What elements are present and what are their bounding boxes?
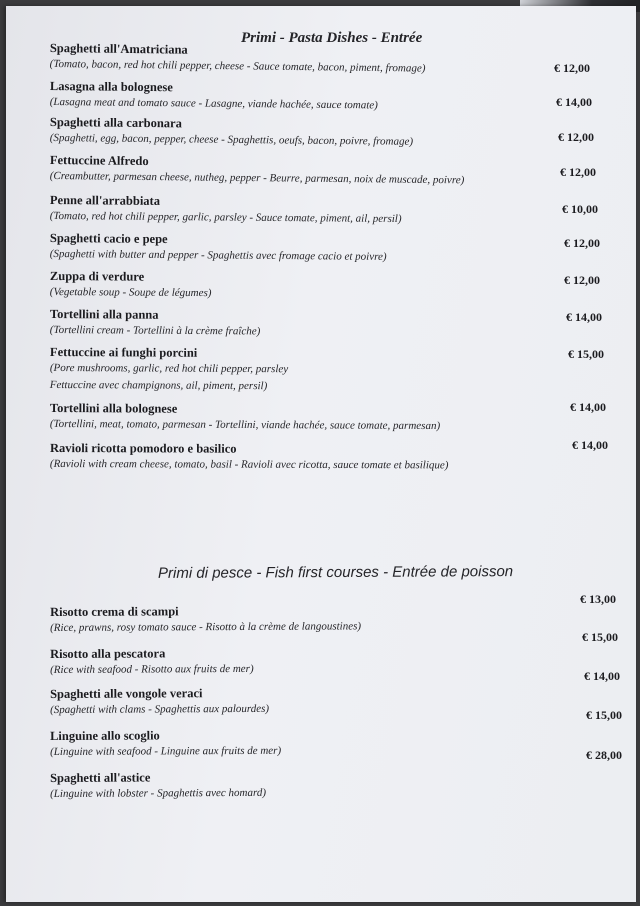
menu-item (50, 601, 550, 637)
dish-price: € 12,00 (564, 273, 600, 287)
menu-item (50, 344, 550, 397)
dish-price: € 12,00 (564, 236, 600, 250)
dish-name: Spaghetti alle vongole veraci (50, 686, 203, 701)
dish-price: € 15,00 (568, 347, 604, 361)
dish-description: (Tomato, bacon, red hot chili pepper, cheese - Sauce tomate, bacon, piment, fromage) (49, 57, 426, 75)
dish-description: (Vegetable soup - Soupe de légumes) (49, 285, 212, 300)
dish-name: Tortellini alla bolognese (49, 401, 178, 416)
dish-description: (Rice, prawns, rosy tomato sauce - Risotto à la crème de langoustines) (50, 620, 362, 634)
menu-item (50, 230, 550, 267)
dish-description: (Spaghetti with clams - Spaghettis aux palourdes) (50, 702, 270, 716)
dish-price: € 14,00 (584, 669, 620, 683)
dish-name: Penne all'arrabbiata (49, 192, 161, 208)
dish-description: (Spaghetti, egg, bacon, pepper, cheese - Spaghettis, oeufs, bacon, poivre, fromage) (49, 131, 414, 148)
dish-name: Zuppa di verdure (49, 268, 145, 284)
dish-description: (Ravioli with cream cheese, tomato, basil - Ravioli avec ricotta, sauce tomate et basilique) (49, 457, 449, 472)
section-title-fish: Primi di pesce - Fish first courses - Entrée de poisson (157, 563, 514, 582)
dish-description: (Linguine with lobster - Spaghettis avec homard) (50, 786, 267, 800)
dish-description: (Tomato, red hot chili pepper, garlic, parsley - Sauce tomate, piment, ail, persil) (49, 209, 402, 226)
dish-description: (Lasagna meat and tomato sauce - Lasagne, viande hachée, sauce tomate) (49, 95, 378, 112)
dish-name: Spaghetti cacio e pepe (49, 230, 168, 247)
dish-price: € 13,00 (580, 592, 616, 606)
dish-price: € 28,00 (586, 748, 622, 762)
dish-name: Fettuccine Alfredo (49, 152, 149, 169)
menu-item (50, 400, 550, 436)
dish-name: Risotto crema di scampi (50, 604, 179, 619)
dish-name: Spaghetti alla carbonara (49, 114, 182, 131)
dish-name: Fettuccine ai funghi porcini (49, 345, 198, 360)
dish-price: € 12,00 (560, 165, 596, 179)
menu-item (50, 152, 550, 190)
dish-name: Spaghetti all'Amatriciana (49, 40, 188, 57)
dish-price: € 12,00 (558, 130, 594, 144)
dish-description: (Creambutter, parmesan cheese, nutheg, pepper - Beurre, parmesan, noix de muscade, poivre) (49, 169, 465, 187)
dish-description-line-2: Fettuccine avec champignons, ail, piment, persil) (49, 378, 268, 393)
dish-description: (Tortellini cream - Tortellini à la crème fraîche) (49, 323, 261, 338)
dish-price: € 14,00 (566, 310, 602, 324)
dish-name: Linguine allo scoglio (50, 728, 160, 743)
menu-item (50, 306, 550, 342)
dish-name: Tortellini alla panna (49, 306, 159, 322)
section-title-pasta: Primi - Pasta Dishes - Entrée (241, 30, 423, 46)
menu-item (50, 40, 550, 79)
dish-description: (Spaghetti with butter and pepper - Spaghettis avec fromage cacio et poivre) (49, 247, 387, 263)
menu-item (50, 192, 550, 229)
dish-description: (Pore mushrooms, garlic, red hot chili pepper, parsley (49, 361, 289, 376)
dish-name: Ravioli ricotta pomodoro e basilico (49, 441, 237, 456)
dish-price: € 12,00 (554, 61, 590, 75)
menu-item (50, 78, 550, 116)
dish-description: (Rice with seafood - Risotto aux fruits de mer) (50, 662, 254, 676)
dish-description: (Linguine with seafood - Linguine aux fruits de mer) (50, 744, 282, 758)
dish-price: € 14,00 (570, 400, 606, 414)
menu-item (50, 268, 550, 304)
dish-name: Lasagna alla bolognese (49, 78, 173, 95)
dish-price: € 10,00 (562, 202, 598, 216)
dish-price: € 15,00 (582, 630, 618, 644)
menu-item (50, 114, 550, 152)
menu-item (50, 440, 550, 475)
menu-item (50, 725, 550, 761)
dish-price: € 14,00 (556, 95, 592, 109)
dish-price: € 15,00 (586, 708, 622, 722)
menu-item (50, 643, 550, 679)
dish-description: (Tortellini, meat, tomato, parmesan - Tortellini, viande hachée, sauce tomate, parmesan) (49, 417, 441, 433)
dish-name: Risotto alla pescatora (50, 646, 166, 661)
dish-price: € 14,00 (572, 438, 608, 452)
menu-page (6, 6, 636, 902)
dish-name: Spaghetti all'astice (50, 770, 151, 785)
menu-item (50, 767, 550, 803)
menu-item (50, 683, 550, 719)
